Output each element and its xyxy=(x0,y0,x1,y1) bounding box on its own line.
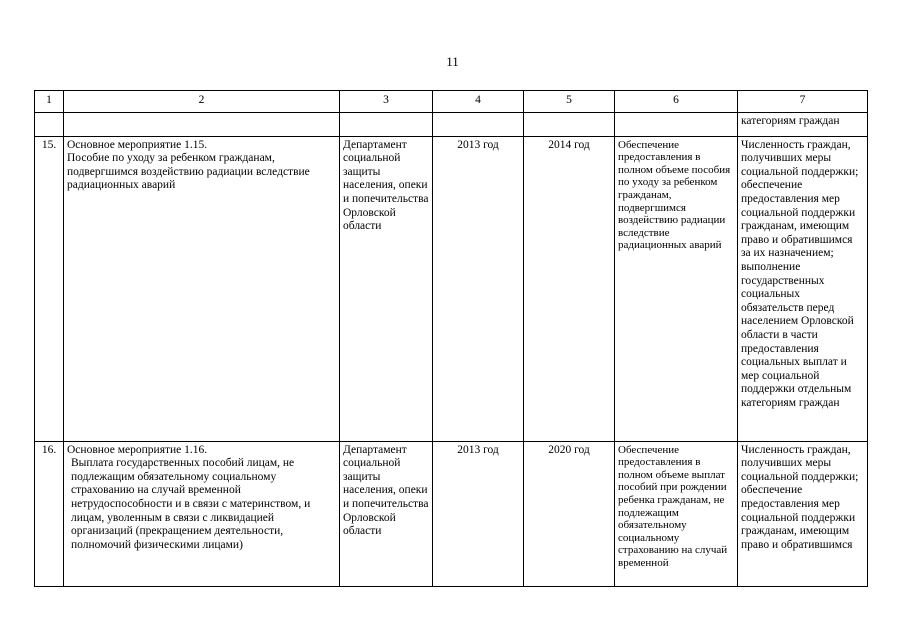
executor-cell: Департамент социальной защиты населения, опеки и попечительства Орловской области xyxy=(340,136,433,441)
row-number: 16. xyxy=(35,441,64,586)
column-header-7: 7 xyxy=(738,91,868,113)
activity-title: Основное мероприятие 1.16. xyxy=(67,443,208,456)
expected-result-cell: Обеспечение предоставления в полном объеме выплат пособий при рождении ребенка гражданам, не подлежащим обязательному социальному страхованию на случай временной xyxy=(615,441,738,586)
end-year-cell: 2020 год xyxy=(524,441,615,586)
activity-description: Пособие по уходу за ребенком гражданам, подвергшимся воздействию радиации вследствие радиационных аварий xyxy=(67,152,310,192)
activity-cell xyxy=(64,441,340,586)
cell-empty xyxy=(524,112,615,136)
cell-empty xyxy=(433,112,524,136)
cell-empty xyxy=(340,112,433,136)
activity-description: Выплата государственных пособий лицам, не подлежащим обязательному социальному страхованию на случай временной нетрудоспособности и в связи с материнством, и лицам, уволенным в связи с ликвидацией организаций (прекращением деятельности, полномочий физическими лицами) xyxy=(71,457,311,551)
column-header-1: 1 xyxy=(35,91,64,113)
continuation-indicator-cell: категориям граждан xyxy=(738,112,868,136)
start-year-cell: 2013 год xyxy=(433,136,524,441)
column-header-3: 3 xyxy=(340,91,433,113)
page-number: 11 xyxy=(446,54,459,69)
row-number: 15. xyxy=(35,136,64,441)
cell-empty xyxy=(35,112,64,136)
start-year-cell: 2013 год xyxy=(433,441,524,586)
program-activities-table xyxy=(34,90,868,587)
continuation-row xyxy=(35,112,868,136)
activity-title: Основное мероприятие 1.15. xyxy=(67,138,208,151)
indicator-cell: Численность граждан, получивших меры социальной поддержки; обеспечение предоставления мер социальной поддержки гражданам, имеющим право и обратившимся за их назначением; выполнение государственных социальных обязательств перед населением Орловской области в части предоставления социальных выплат и мер социальной поддержки отдельным категориям граждан xyxy=(738,136,868,441)
activity-cell xyxy=(64,136,340,441)
table-row xyxy=(35,441,868,586)
expected-result-cell: Обеспечение предоставления в полном объеме пособия по уходу за ребенком гражданам, подвергшимся воздействию радиации вследствие радиационных аварий xyxy=(615,136,738,441)
column-header-4: 4 xyxy=(433,91,524,113)
header-row xyxy=(35,91,868,113)
table-row xyxy=(35,136,868,441)
end-year-cell: 2014 год xyxy=(524,136,615,441)
column-header-6: 6 xyxy=(615,91,738,113)
column-header-2: 2 xyxy=(64,91,340,113)
cell-empty xyxy=(64,112,340,136)
column-header-5: 5 xyxy=(524,91,615,113)
indicator-cell: Численность граждан, получивших меры социальной поддержки; обеспечение предоставления мер социальной поддержки гражданам, имеющим право и обратившимся xyxy=(738,441,868,586)
executor-cell: Департамент социальной защиты населения, опеки и попечительства Орловской области xyxy=(340,441,433,586)
cell-empty xyxy=(615,112,738,136)
